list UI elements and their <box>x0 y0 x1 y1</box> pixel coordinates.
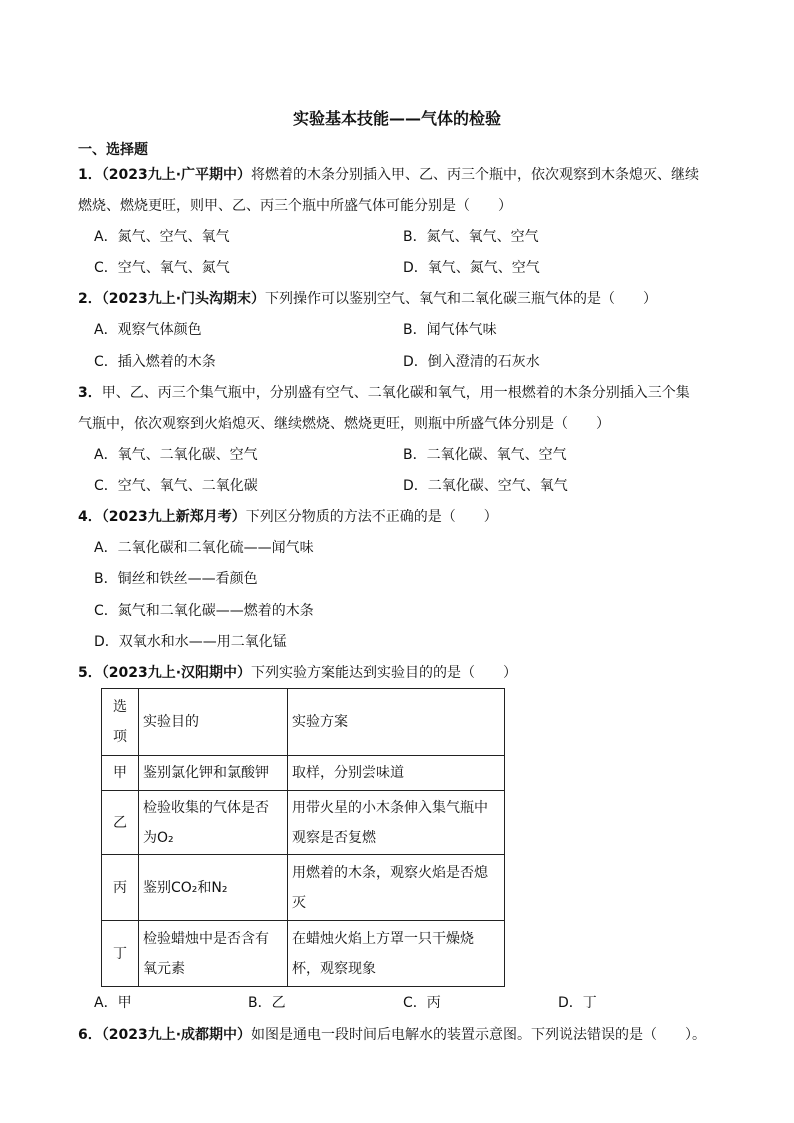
question-2-line-1 <box>78 289 657 309</box>
table-row <box>102 921 505 987</box>
q5-option-a: A．甲 <box>94 995 132 1011</box>
table-cell-goal: 检验蜡烛中是否含有 氧元素 <box>139 921 288 987</box>
question-number: 1． <box>78 167 102 183</box>
question-1-line-2: 燃烧、燃烧更旺，则甲、乙、丙三个瓶中所盛气体可能分别是（ ） <box>78 198 512 214</box>
q4-option-c: C．氮气和二氧化碳——燃着的木条 <box>94 603 314 619</box>
question-text: 下列实验方案能达到实验目的的是（ ） <box>251 665 518 681</box>
question-text: 下列操作可以鉴别空气、氧气和二氧化碳三瓶气体的是（ ） <box>265 291 658 307</box>
q5-option-c: C．丙 <box>403 995 441 1011</box>
table-row <box>102 756 505 791</box>
q4-option-b: B．铜丝和铁丝——看颜色 <box>94 571 258 587</box>
question-3-line-1 <box>78 383 690 403</box>
question-source: （2023九上·门头沟期末） <box>101 291 266 307</box>
experiment-table <box>101 688 505 987</box>
table-header-row <box>102 689 505 756</box>
question-1-line-1 <box>78 165 699 185</box>
table-cell-plan: 取样，分别尝味道 <box>288 756 505 791</box>
table-cell-plan: 用带火星的小木条伸入集气瓶中 观察是否复燃 <box>288 791 505 855</box>
q3-option-d: D．二氧化碳、空气、氧气 <box>403 478 568 494</box>
q1-option-a: A．氮气、空气、氧气 <box>94 229 230 245</box>
table-cell-plan: 在蜡烛火焰上方罩一只干燥烧 杯，观察现象 <box>288 921 505 987</box>
question-source: （2023九上新郑月考） <box>101 509 246 525</box>
q3-option-a: A．氧气、二氧化碳、空气 <box>94 447 258 463</box>
q1-option-b: B．氮气、氧气、空气 <box>403 229 539 245</box>
table-header-cell: 实验目的 <box>139 689 288 756</box>
q1-option-c: C．空气、氧气、氮气 <box>94 260 230 276</box>
table-header-cell: 选项 <box>102 689 139 756</box>
q2-option-c: C．插入燃着的木条 <box>94 354 216 370</box>
question-6-line-1 <box>78 1025 706 1045</box>
table-cell-option: 丁 <box>102 921 139 987</box>
q4-option-d: D．双氧水和水——用二氧化锰 <box>94 634 287 650</box>
question-5-line-1 <box>78 663 517 683</box>
section-heading: 一、选择题 <box>78 142 148 158</box>
q4-option-a: A．二氧化碳和二氧化硫——闻气味 <box>94 540 314 556</box>
table-cell-goal: 鉴别CO₂和N₂ <box>139 855 288 921</box>
question-3-line-2: 气瓶中，依次观察到火焰熄灭、继续燃烧、燃烧更旺，则瓶中所盛气体分别是（ ） <box>78 416 610 432</box>
table-cell-option: 乙 <box>102 791 139 855</box>
question-number: 3． <box>78 385 102 401</box>
table-row <box>102 791 505 855</box>
table-cell-goal: 检验收集的气体是否 为O₂ <box>139 791 288 855</box>
q5-option-b: B．乙 <box>248 995 286 1011</box>
question-text: 甲、乙、丙三个集气瓶中，分别盛有空气、二氧化碳和氧气，用一根燃着的木条分别插入三个集 <box>101 385 690 401</box>
q2-option-a: A．观察气体颜色 <box>94 322 202 338</box>
table-header-cell: 实验方案 <box>288 689 505 756</box>
question-text: 如图是通电一段时间后电解水的装置示意图。下列说法错误的是（ ）。 <box>251 1027 707 1043</box>
page-title: 实验基本技能——气体的检验 <box>292 109 501 128</box>
question-text: 下列区分物质的方法不正确的是（ ） <box>245 509 498 525</box>
question-number: 2． <box>78 291 102 307</box>
question-source: （2023九上·汉阳期中） <box>101 665 252 681</box>
question-4-line-1 <box>78 507 498 527</box>
q2-option-d: D．倒入澄清的石灰水 <box>403 354 540 370</box>
table-row <box>102 855 505 921</box>
table-cell-plan: 用燃着的木条，观察火焰是否熄 灭 <box>288 855 505 921</box>
question-number: 6． <box>78 1027 102 1043</box>
question-number: 5． <box>78 665 102 681</box>
q2-option-b: B．闻气体气味 <box>403 322 497 338</box>
q3-option-c: C．空气、氧气、二氧化碳 <box>94 478 258 494</box>
q3-option-b: B．二氧化碳、氧气、空气 <box>403 447 567 463</box>
table-cell-goal: 鉴别氯化钾和氯酸钾 <box>139 756 288 791</box>
table-cell-option: 甲 <box>102 756 139 791</box>
question-text: 将燃着的木条分别插入甲、乙、丙三个瓶中，依次观察到木条熄灭、继续 <box>251 167 700 183</box>
question-source: （2023九上·成都期中） <box>101 1027 252 1043</box>
question-source: （2023九上·广平期中） <box>101 167 252 183</box>
question-number: 4． <box>78 509 102 525</box>
q5-option-d: D．丁 <box>558 995 597 1011</box>
q1-option-d: D．氧气、氮气、空气 <box>403 260 540 276</box>
table-cell-option: 丙 <box>102 855 139 921</box>
